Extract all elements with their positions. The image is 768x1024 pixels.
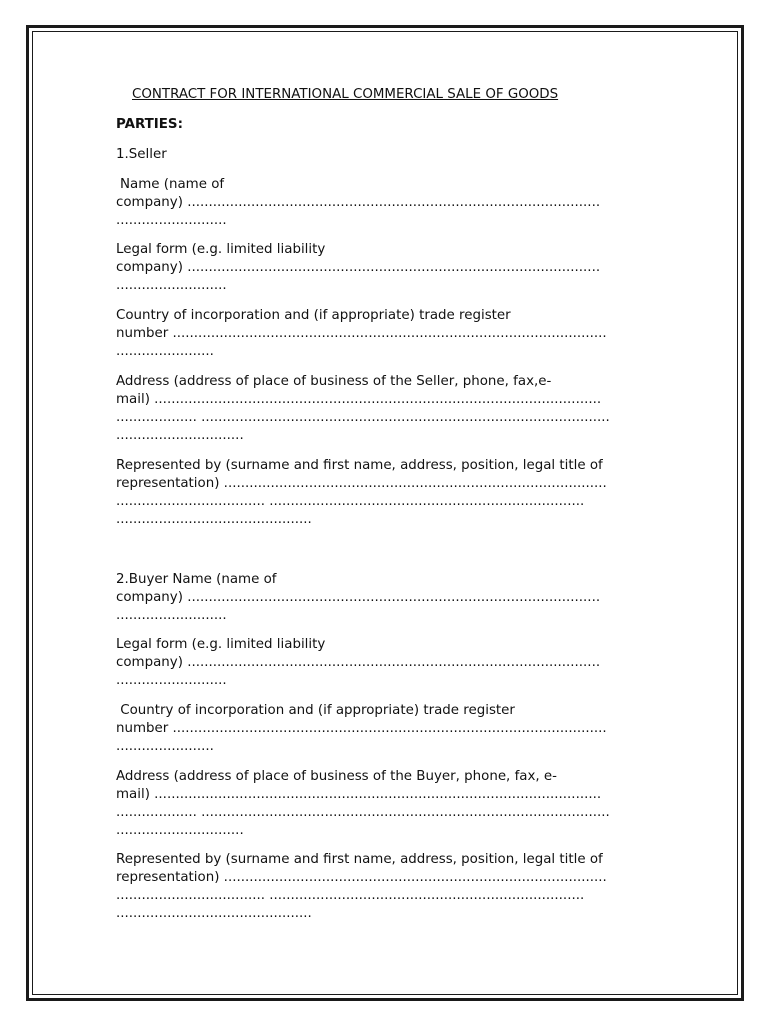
buyer-name-field-cont: .......................... [116, 608, 227, 623]
buyer-name-field: company) ................................................................................................. [116, 590, 601, 605]
buyer-represented-field-cont2: .............................................. [116, 906, 312, 921]
buyer-represented-label: Represented by (surname and first name, address, position, legal title of [116, 852, 603, 867]
buyer-represented-field-cont: ................................... .......................................................................... [116, 888, 585, 903]
seller-legal-form-field: company) ................................................................................................. [116, 260, 601, 275]
seller-represented-field-cont2: .............................................. [116, 512, 312, 527]
seller-address-field-cont: ................... ................................................................................................ [116, 410, 610, 425]
seller-country-label: Country of incorporation and (if appropriate) trade register [116, 308, 511, 323]
seller-address-field: mail) ......................................................................................................... [116, 392, 602, 407]
seller-country-field-cont: ....................... [116, 344, 214, 359]
seller-represented-field: representation) .......................................................................................... [116, 476, 607, 491]
seller-name-field: company) ................................................................................................. [116, 195, 601, 210]
buyer-country-label: Country of incorporation and (if appropriate) trade register [116, 703, 515, 718]
buyer-address-label: Address (address of place of business of the Buyer, phone, fax, e- [116, 769, 557, 784]
buyer-legal-form-label: Legal form (e.g. limited liability [116, 637, 326, 652]
seller-name-label: Name (name of [120, 177, 225, 192]
buyer-country-field-cont: ....................... [116, 739, 214, 754]
buyer-legal-form-field-cont: .......................... [116, 673, 227, 688]
buyer-legal-form-field: company) ................................................................................................. [116, 655, 601, 670]
seller-legal-form-field-cont: .......................... [116, 278, 227, 293]
buyer-address-field: mail) ......................................................................................................... [116, 787, 602, 802]
buyer-country-field: number ...................................................................................................... [116, 721, 607, 736]
seller-address-label: Address (address of place of business of the Seller, phone, fax,e- [116, 374, 552, 389]
seller-address-field-cont2: .............................. [116, 428, 244, 443]
buyer-name-label: 2.Buyer Name (name of [116, 572, 277, 587]
buyer-address-field-cont: ................... ................................................................................................ [116, 805, 610, 820]
seller-legal-form-label: Legal form (e.g. limited liability [116, 242, 326, 257]
seller-country-field: number ...................................................................................................... [116, 326, 607, 341]
document-title: CONTRACT FOR INTERNATIONAL COMMERCIAL SALE OF GOODS [132, 87, 559, 102]
seller-heading: 1.Seller [116, 147, 167, 162]
parties-heading: PARTIES: [116, 117, 183, 132]
buyer-represented-field: representation) .......................................................................................... [116, 870, 607, 885]
seller-represented-field-cont: ................................... .......................................................................... [116, 494, 585, 509]
seller-name-field-cont: .......................... [116, 213, 227, 228]
buyer-address-field-cont2: .............................. [116, 823, 244, 838]
seller-represented-label: Represented by (surname and first name, address, position, legal title of [116, 458, 603, 473]
